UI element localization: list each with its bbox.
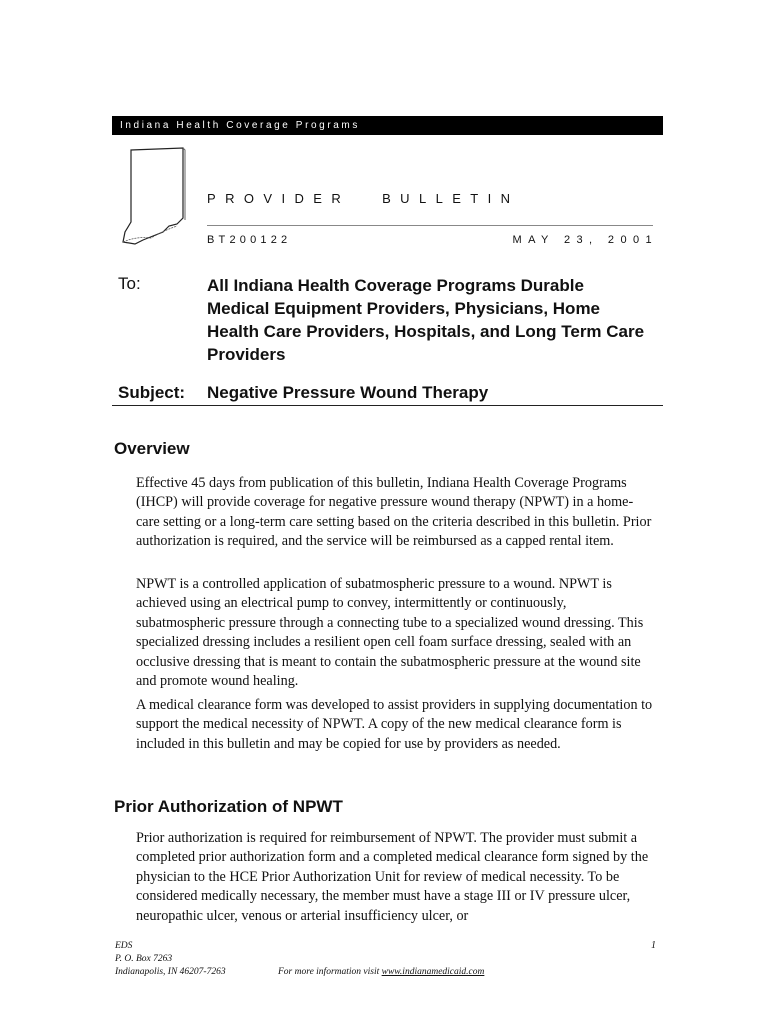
overview-heading: Overview <box>114 439 190 458</box>
to-recipients: All Indiana Health Coverage Programs Durable Medical Equipment Providers, Physicians, Home Health Care Providers, Hospitals, and Long Term Care Providers <box>207 276 645 364</box>
bulletin-title-word2: BULLETIN <box>382 191 520 206</box>
subject-divider <box>112 405 663 406</box>
footer-info <box>278 966 484 979</box>
footer-org: EDS <box>115 941 133 951</box>
prior-authorization-paragraph: Prior authorization is required for reimbursement of NPWT. The provider must submit a completed prior authorization form and a completed medical clearance form signed by the physician to the HCE Prior Authorization Unit for review of medical necessity. To be considered medically necessary, the member must have a stage III or IV pressure ulcer, neuropathic ulcer, venous or arterial insufficiency ulcer, or <box>136 830 649 924</box>
subject-value: Negative Pressure Wound Therapy <box>207 383 489 402</box>
footer-url-link[interactable]: www.indianamedicaid.com <box>381 967 485 977</box>
footer-info-text: For more information visit <box>278 967 380 977</box>
bulletin-title-word1: PROVIDER <box>207 191 351 206</box>
subject-label: Subject: <box>118 383 186 402</box>
bulletin-title <box>207 191 519 206</box>
overview-paragraph: A medical clearance form was developed to assist providers in supplying documentation to support the medical necessity of NPWT. A copy of the new medical clearance form is included in this bulletin and may be copied for use by providers as needed. <box>136 697 653 752</box>
to-label: To: <box>118 274 141 293</box>
footer-address-line1: P. O. Box 7263 <box>115 954 173 964</box>
bulletin-divider <box>207 225 653 226</box>
overview-paragraph: NPWT is a controlled application of subatmospheric pressure to a wound. NPWT is achieved using an electrical pump to convey, intermittently or continuously, subatmospheric pressure through a connecting tube to a specialized wound dressing. This specialized dressing includes a resilient open cell foam surface dressing, sealed with an occlusive dressing that is meant to contain the subatmospheric pressure at the wound site and promote wound healing. <box>136 576 644 690</box>
program-banner: Indiana Health Coverage Programs <box>112 116 663 135</box>
footer-address <box>115 940 226 979</box>
page-number: 1 <box>651 940 656 951</box>
overview-paragraph: Effective 45 days from publication of this bulletin, Indiana Health Coverage Programs (IHCP) will provide coverage for negative pressure wound therapy (NPWT) in a home-care setting or a long-term care setting based on the criteria described in this bulletin. Prior authorization is required, and the service will be reimbursed as a capped rental item. <box>136 475 652 550</box>
footer-address-line2: Indianapolis, IN 46207-7263 <box>115 967 226 977</box>
prior-authorization-heading: Prior Authorization of NPWT <box>114 797 343 816</box>
indiana-state-map-icon <box>117 140 189 250</box>
bulletin-number: BT200122 <box>207 234 292 246</box>
bulletin-date: MAY 23, 2001 <box>512 234 658 246</box>
